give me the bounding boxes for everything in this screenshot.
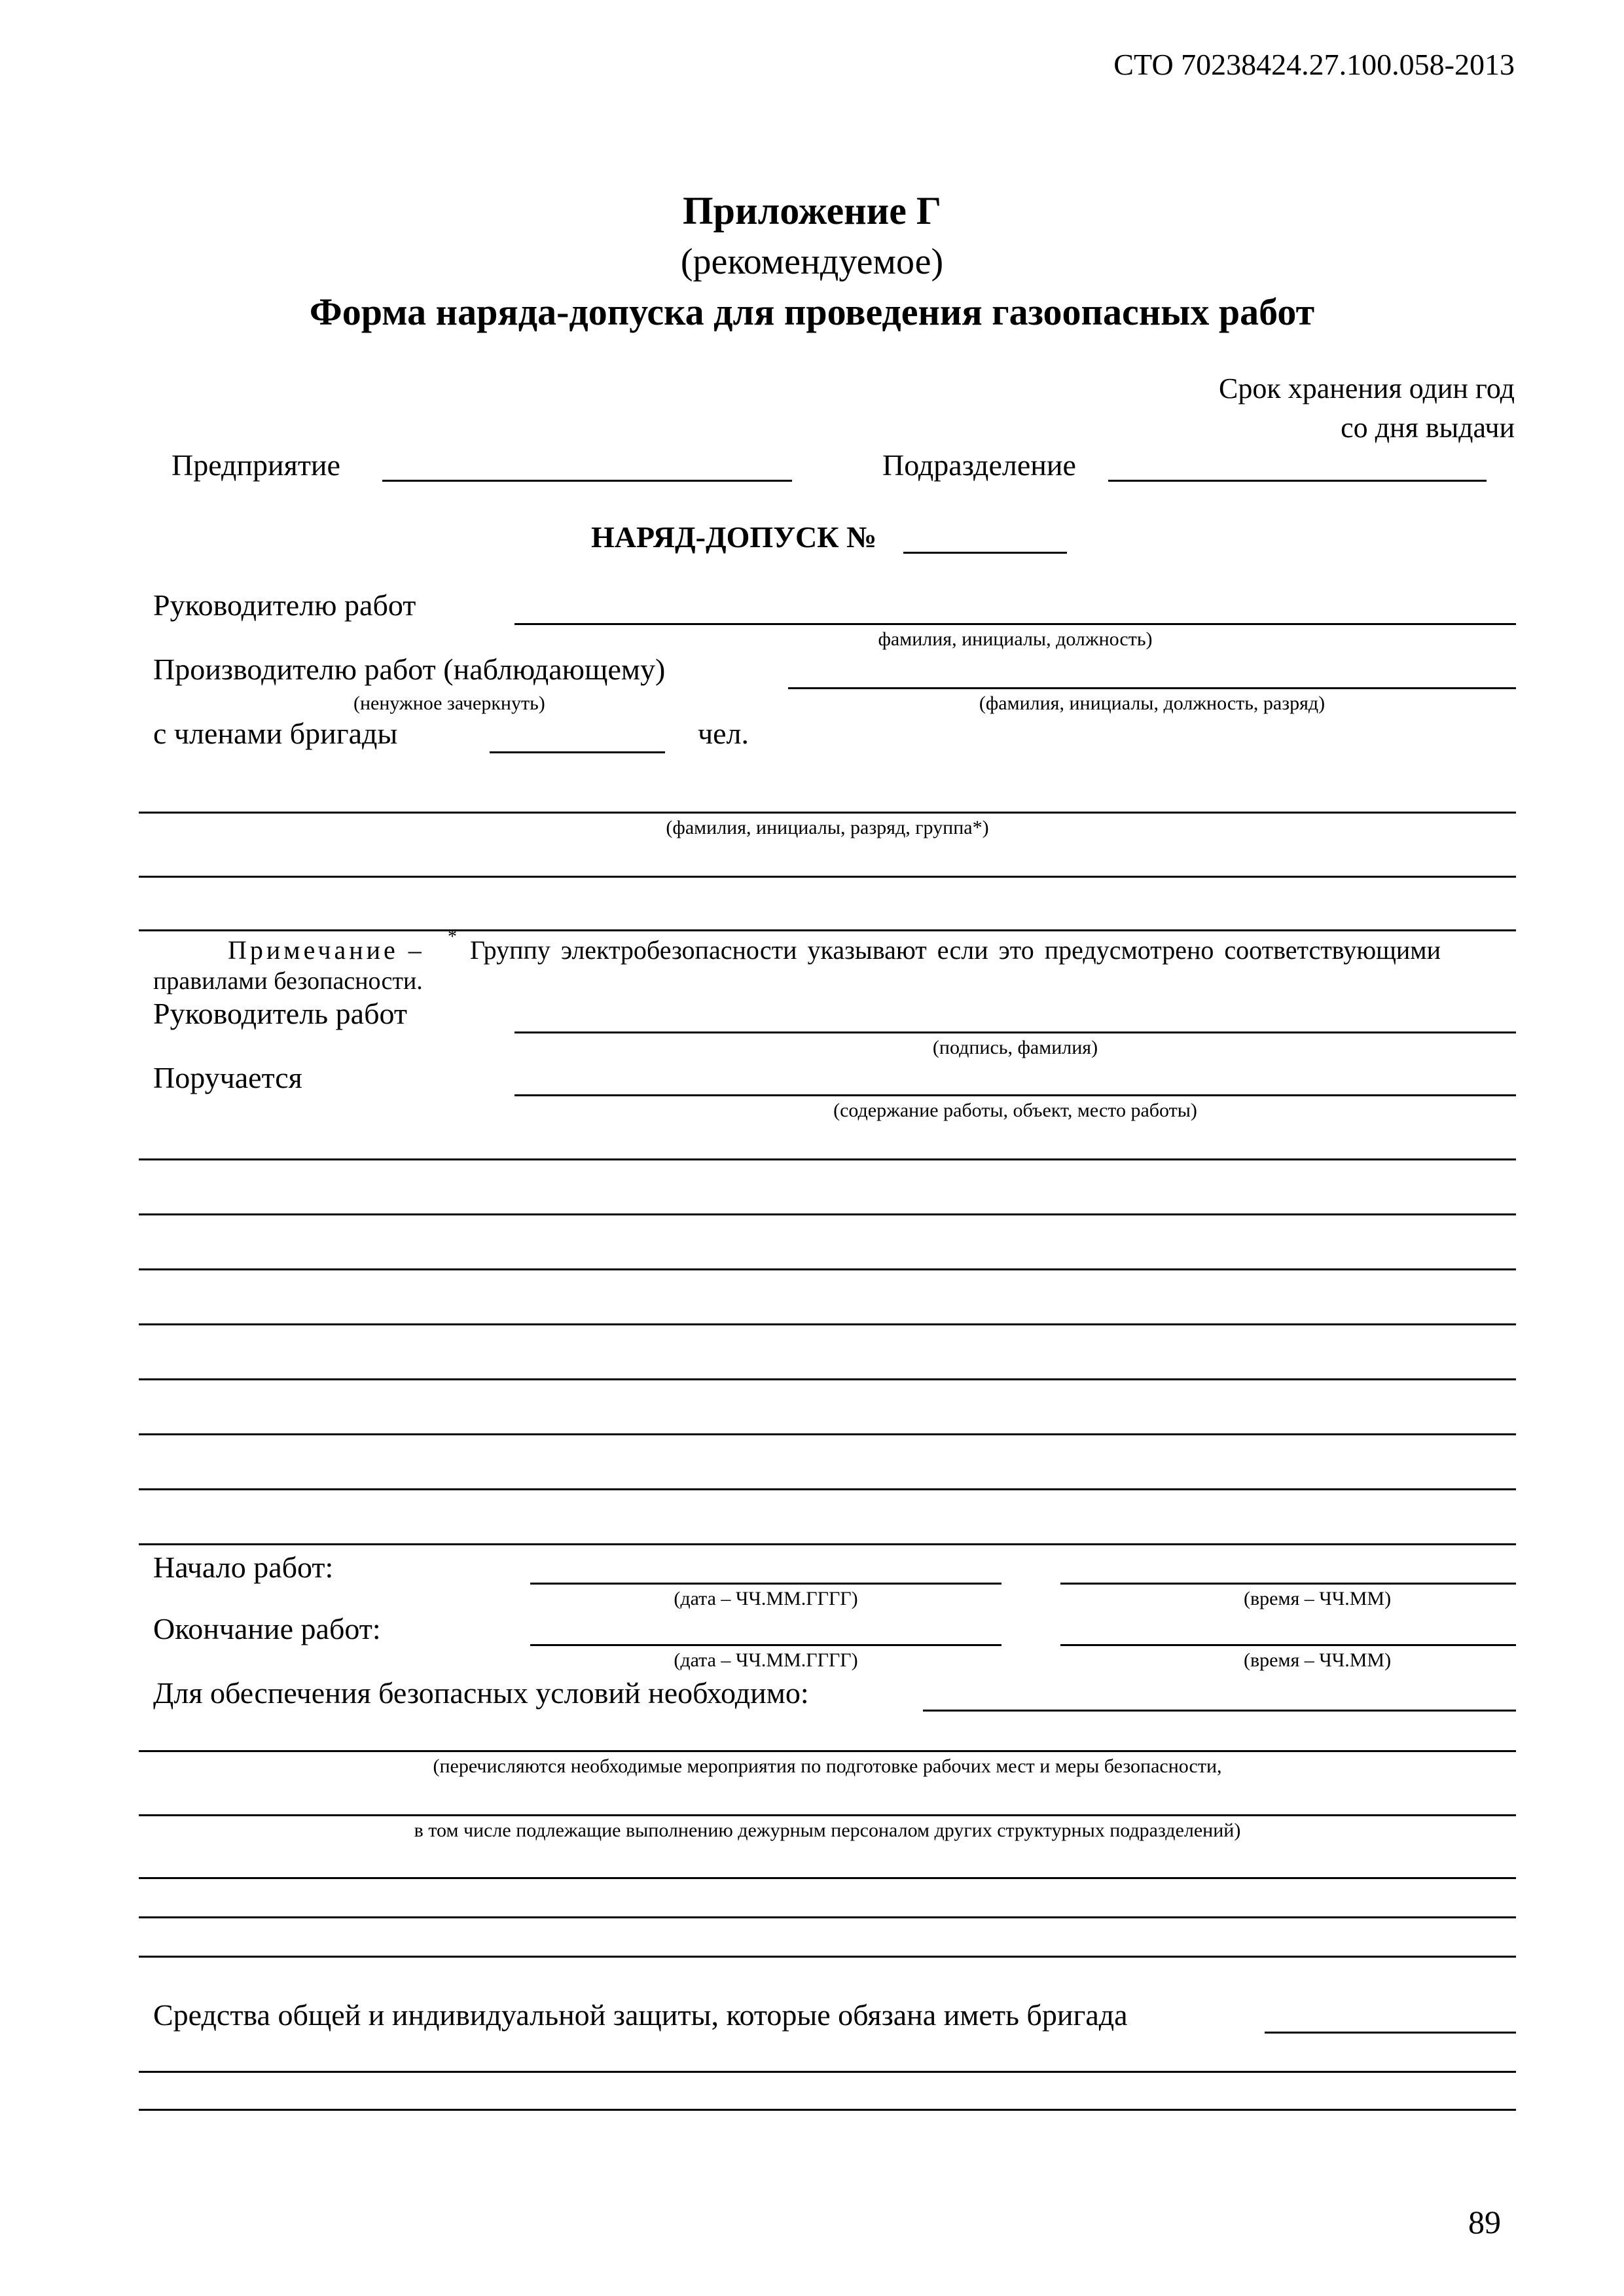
signature-hint: (подпись, фамилия)	[932, 1037, 1098, 1058]
start-date-hint: (дата – ЧЧ.ММ.ГГГГ)	[674, 1588, 858, 1609]
safety-line-5[interactable]	[139, 1956, 1516, 1958]
crew-list-line-3[interactable]	[139, 929, 1516, 931]
assigned-line-4[interactable]	[139, 1323, 1516, 1325]
form-title: Форма наряда-допуска для проведения газоопасных работ	[309, 291, 1315, 333]
strike-hint: (ненужное зачеркнуть)	[353, 692, 545, 714]
assigned-line-2[interactable]	[139, 1213, 1516, 1215]
assigned-line-5[interactable]	[139, 1378, 1516, 1380]
start-label: Начало работ:	[153, 1551, 334, 1584]
work-manager-hint: фамилия, инициалы, должность)	[878, 628, 1153, 650]
appendix-status: (рекомендуемое)	[680, 242, 944, 282]
persons-label: чел.	[698, 717, 749, 750]
safety-line-3[interactable]	[139, 1877, 1516, 1879]
appendix-title: Приложение Г	[682, 189, 942, 232]
page-number: 89	[1468, 2204, 1501, 2240]
permit-title: НАРЯД-ДОПУСК №	[591, 520, 877, 554]
assigned-field[interactable]	[514, 1094, 1516, 1096]
note-text: Группу электробезопасности указывают если это предусмотрено соответствующими	[470, 935, 1441, 965]
safety-hint-1: (перечисляются необходимые мероприятия по подготовке рабочих мест и меры безопасности,	[433, 1755, 1222, 1777]
safety-line-1[interactable]	[139, 1750, 1516, 1752]
enterprise-field[interactable]	[382, 480, 792, 482]
assigned-line-3[interactable]	[139, 1268, 1516, 1270]
safety-line-2[interactable]	[139, 1814, 1516, 1816]
start-time-hint: (время – ЧЧ.ММ)	[1244, 1588, 1392, 1609]
protection-line-1[interactable]	[139, 2071, 1516, 2073]
enterprise-label: Предприятие	[171, 448, 340, 482]
assigned-label: Поручается	[153, 1061, 302, 1094]
note-text-continued: правилами безопасности.	[153, 967, 423, 995]
permit-number-field[interactable]	[903, 552, 1067, 554]
safety-line-4[interactable]	[139, 1916, 1516, 1918]
end-date-hint: (дата – ЧЧ.ММ.ГГГГ)	[674, 1649, 858, 1671]
safety-conditions-field[interactable]	[923, 1710, 1516, 1712]
crew-hint: (фамилия, инициалы, разряд, группа*)	[666, 817, 989, 838]
end-time-hint: (время – ЧЧ.ММ)	[1244, 1649, 1392, 1671]
assigned-line-7[interactable]	[139, 1488, 1516, 1490]
crew-list-line-1[interactable]	[139, 812, 1516, 814]
protection-field[interactable]	[1265, 2032, 1516, 2034]
start-time-field[interactable]	[1060, 1583, 1516, 1585]
assigned-line-6[interactable]	[139, 1433, 1516, 1435]
work-performer-label: Производителю работ (наблюдающему)	[153, 653, 666, 686]
assigned-hint: (содержание работы, объект, место работы)	[833, 1100, 1197, 1121]
work-manager-to-field[interactable]	[514, 623, 1516, 625]
crew-list-line-2[interactable]	[139, 876, 1516, 878]
division-field[interactable]	[1108, 480, 1487, 482]
retention-line-1: Срок хранения один год	[1219, 372, 1515, 404]
retention-line-2: со дня выдачи	[1341, 412, 1515, 444]
work-manager-to-label: Руководителю работ	[153, 588, 416, 622]
crew-count-field[interactable]	[490, 751, 665, 753]
protection-line-2[interactable]	[139, 2109, 1516, 2111]
document-code: СТО 70238424.27.100.058-2013	[1113, 48, 1515, 81]
division-label: Подразделение	[882, 448, 1076, 482]
note-footnote-mark: *	[448, 927, 457, 947]
end-date-field[interactable]	[530, 1644, 1001, 1646]
end-label: Окончание работ:	[153, 1612, 381, 1645]
work-manager-signature-field[interactable]	[514, 1031, 1516, 1033]
performer-hint: (фамилия, инициалы, должность, разряд)	[979, 692, 1326, 714]
work-manager-label: Руководитель работ	[153, 997, 407, 1030]
note-label: Примечание –	[228, 935, 425, 965]
assigned-line-1[interactable]	[139, 1158, 1516, 1160]
end-time-field[interactable]	[1060, 1644, 1516, 1646]
safety-conditions-label: Для обеспечения безопасных условий необходимо:	[153, 1676, 809, 1710]
start-date-field[interactable]	[530, 1583, 1001, 1585]
assigned-line-8[interactable]	[139, 1543, 1516, 1545]
safety-hint-2: в том числе подлежащие выполнению дежурным персоналом других структурных подразделений)	[414, 1820, 1241, 1841]
protection-label: Средства общей и индивидуальной защиты, которые обязана иметь бригада	[153, 1998, 1128, 2032]
crew-members-label: с членами бригады	[153, 717, 398, 750]
work-performer-field[interactable]	[788, 687, 1516, 689]
